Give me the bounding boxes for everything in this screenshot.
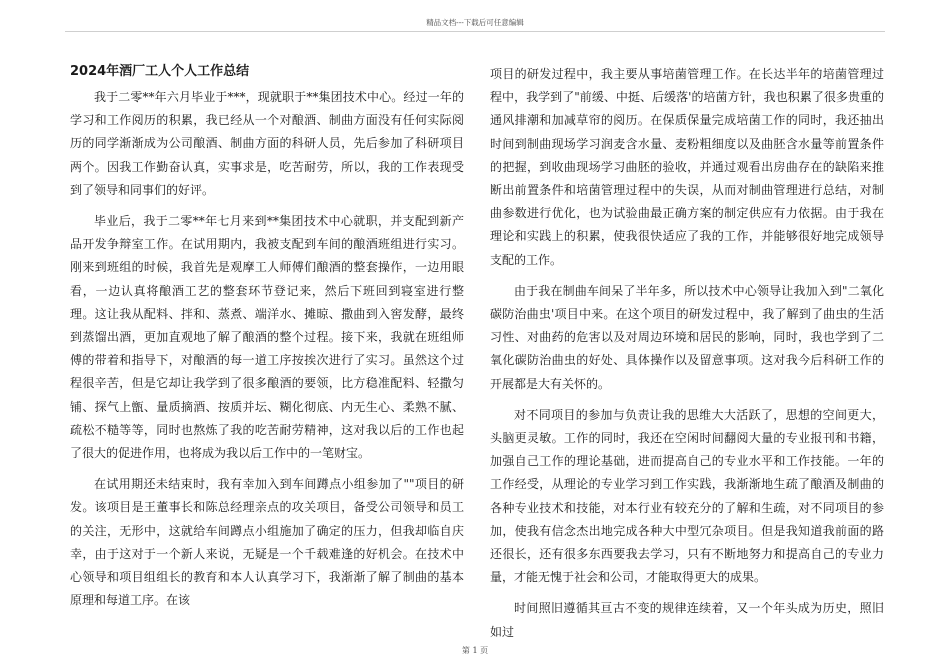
paragraph: 在试用期还未结束时，我有幸加入到车间蹲点小组参加了""项目的研发。该项目是王董事长和陈总经理亲点的攻关项目，备受公司领导和员工的关注，无形中，这就给车间蹲点小组施加了确定的压力，但我却临自庆幸，由于这对于一个新人来说，无疑是一个千载难逢的好机会。在技术中心领导和项目组组长的教育和本人认真学习下，我渐渐了解了制曲的基本原理和每道工序。在该: [70, 477, 464, 608]
right-column: [490, 63, 884, 652]
paragraph: 时间照旧遵循其亘古不变的规律连续着，又一个年头成为历史，照旧如过: [490, 601, 884, 639]
paragraph: 毕业后，我于二零**年七月来到**集团技术中心就职，并支配到新产品开发争辩室工作。在试用期内，我被支配到车间的酿酒班组进行实习。刚来到班组的时候，我首先是观摩工人师傅们酿酒的整套操作，一边用眼看，一边认真将酿酒工艺的整套环节登记来，然后下班回到寝室进行整理。这让我从配料、拌和、蒸煮、端洋水、摊晾、撒曲到入窖发酵，最终到蒸馏出酒，更加直观地了解了酿酒的整个过程。接下来，我就在班组师傅的带着和指导下，对酿酒的每一道工序按挨次进行了实习。虽然这个过程很辛苦，但是它却让我学到了很多酿酒的要领，比方稳准配料、轻撒匀铺、探气上甑、量质摘酒、按质并坛、糊化彻底、内无生心、柔熟不腻、疏松不糙等等，同时也熬炼了我的吃苦耐劳精神，这对我以后的工作也起了很大的促进作用，也将成为我以后工作中的一笔财宝。: [70, 214, 464, 461]
paragraph: 我于二零**年六月毕业于***，现就职于**集团技术中心。经过一年的学习和工作阅历的积累，我已经从一个对酿酒、制曲方面没有任何实际阅历的同学渐渐成为公司酿酒、制曲方面的科研人员，先后参加了科研项目两个。因我工作勤奋认真，实事求是，吃苦耐劳，所以，我的工作表现受到了领导和同事们的好评。: [70, 90, 464, 197]
document-title: 2024年酒厂工人个人工作总结: [70, 64, 250, 79]
page-number: 第 1 页: [461, 646, 489, 655]
left-column: [70, 58, 464, 620]
header-divider: [65, 31, 885, 32]
page-header: 精品文档---下载后可任意编辑: [426, 18, 524, 27]
paragraph: 对不同项目的参加与负责让我的思维大大活跃了，思想的空间更大，头脑更灵敏。工作的同时，我还在空闲时间翻阅大量的专业报刊和书籍，加强自己工作的理论基础，进而提高自己的专业水平和工作技能。一年的工作经受，从理论的专业学习到工作实践，我渐渐地生疏了酿酒及制曲的各种专业技术和技能，对本行业有较充分的了解和生疏，对不同项目的参加，使我有信念杰出地完成各种大中型冗杂项目。但是我知道我前面的路还很长，还有很多东西要我去学习，只有不断地努力和提高自己的专业力量，才能无愧于社会和公司，才能取得更大的成果。: [490, 407, 884, 585]
paragraph: 项目的研发过程中，我主要从事培菌管理工作。在长达半年的培菌管理过程中，我学到了"前缓、中挺、后缓落'的培菌方针，我也积累了很多贵重的通风排潮和加减草帘的阅历。在保质保量完成培菌工作的同时，我还抽出时间到制曲现场学习润麦含水量、麦粉粗细度以及曲胚含水量等前置条件的把握，到收曲现场学习曲胚的验收，并通过观看出房曲存在的缺陷来推断出前置条件和培菌管理过程中的失误，从而对制曲管理进行总结，对制曲参数进行优化，也为试验曲最正确方案的制定供应有力依据。由于我在理论和实践上的积累，使我很快适应了我的工作，并能够很好地完成领导支配的工作。: [490, 67, 884, 267]
paragraph: 由于我在制曲车间呆了半年多，所以技术中心领导让我加入到"二氧化碳防治曲虫'项目中来。在这个项目的研发过程中，我了解到了曲虫的生活习性、对曲药的危害以及对周边环境和居民的影响，同时，我也学到了二氧化碳防治曲虫的好处、具体操作以及留意事项。这对我今后科研工作的开展都是大有关怀的。: [490, 283, 884, 391]
